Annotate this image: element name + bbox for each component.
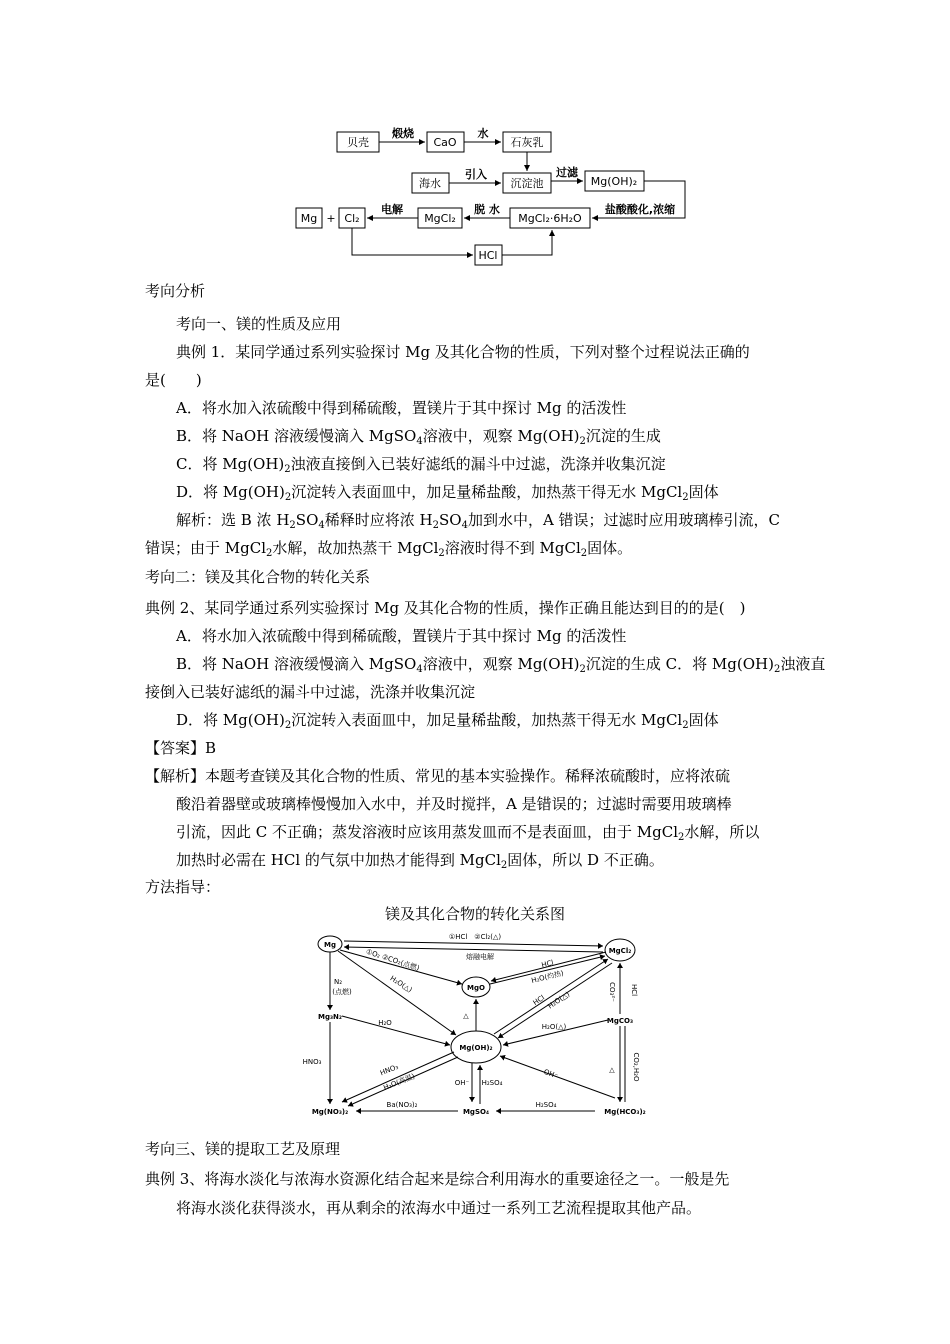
rlabel-co2-h2o: CO₂,H₂O <box>632 1052 640 1082</box>
rlabel-h2o-high-temp: H₂O(高温) <box>382 1072 417 1093</box>
topic-2-heading: 考向二：镁及其化合物的转化关系 <box>145 568 371 586</box>
node-settling-tank: 沉淀池 <box>510 177 544 190</box>
rlabel-hno3: HNO₃ <box>302 1058 322 1066</box>
method-guide-heading: 方法指导： <box>145 878 221 896</box>
node-mgcl2-hydrate: MgCl₂·6H₂O <box>518 212 582 225</box>
label-filter: 过滤 <box>556 166 578 179</box>
rlabel-ignite: (点燃) <box>332 988 352 996</box>
node-hcl: HCl <box>478 249 498 262</box>
label-introduce: 引入 <box>465 168 487 181</box>
rnode-mgco3: MgCO₃ <box>606 1017 634 1025</box>
example-1-option-d: D．将 $Mg(OH)_2$沉淀转入表面皿中，加足量稀盐酸，加热蒸干得无水 MgCl$_2$固体 <box>176 483 719 503</box>
example-1-option-b: B．将 NaOH 溶液缓慢滴入 MgSO$_4$溶液中，观察 $Mg(OH)_2$沉淀的生成 <box>176 427 661 447</box>
example-1-option-c: C．将 $Mg(OH)_2$浊液直接倒入已装好滤纸的漏斗中过滤，洗涤并收集沉淀 <box>176 455 666 475</box>
rlabel-delta-b: △ <box>609 1066 615 1074</box>
example-1-stem-line1: 典例 1．某同学通过系列实验探讨 Mg 及其化合物的性质，下列对整个过程说法正确的 <box>176 343 750 361</box>
example-2-analysis-line3: 引流，因此 C 不正确；蒸发溶液时应该用蒸发皿而不是表面皿，由于 MgCl$_2$水解，所以 <box>176 823 760 843</box>
node-cao: CaO <box>433 136 457 149</box>
rlabel-hcl-b: HCl <box>531 993 547 1008</box>
example-2-option-a: A．将水加入浓硫酸中得到稀硫酸，置镁片于其中探讨 Mg 的活泼性 <box>176 627 627 645</box>
example-3-line1: 典例 3、将海水淡化与浓海水资源化结合起来是综合利用海水的重要途径之一。一般是先 <box>145 1170 730 1188</box>
example-2-option-d: D．将 $Mg(OH)_2$沉淀转入表面皿中，加足量稀盐酸，加热蒸干得无水 MgCl$_2$固体 <box>176 711 719 731</box>
rlabel-o2-co2: ①O₂ ②CO₂(点燃) <box>364 947 421 973</box>
example-2-stem: 典例 2、某同学通过系列实验探讨 Mg 及其化合物的性质，操作正确且能达到目的的是( ) <box>145 599 746 617</box>
rlabel-delta: △ <box>463 1012 469 1020</box>
example-3-line2: 将海水淡化获得淡水，再从剩余的浓海水中通过一系列工艺流程提取其他产品。 <box>176 1199 702 1217</box>
rlabel-oh-b: OH⁻ <box>542 1067 559 1081</box>
rlabel-hcl-vertical: HCl <box>630 983 638 997</box>
rlabel-h2o: H₂O <box>378 1019 392 1027</box>
rlabel-oh: OH⁻ <box>454 1079 470 1087</box>
topic-1-heading: 考向一、镁的性质及应用 <box>176 315 342 333</box>
section-heading-analysis: 考向分析 <box>145 282 206 300</box>
example-1-solution-line1: 解析：选 B 浓 $H_2SO_4$稀释时应将浓 $H_2SO_4$加到水中，A 错误；过滤时应用玻璃棒引流，C <box>176 511 781 531</box>
rlabel-n2: N₂ <box>333 978 343 986</box>
node-mgcl2: MgCl₂ <box>424 212 456 225</box>
example-2-analysis-line1: 【解析】本题考查镁及其化合物的性质、常见的基本实验操作。稀释浓硫酸时，应将浓硫 <box>145 767 731 785</box>
node-shell: 贝壳 <box>347 136 369 149</box>
rnode-mgo: MgO <box>467 984 485 992</box>
example-2-option-b-continued: 接倒入已装好滤纸的漏斗中过滤，洗涤并收集沉淀 <box>145 683 476 701</box>
rlabel-co3: CO₃²⁻ <box>608 982 616 1002</box>
rnode-mg3n2: Mg₃N₂ <box>318 1013 342 1021</box>
node-cl2: Cl₂ <box>344 212 360 225</box>
node-mg: Mg <box>300 212 318 225</box>
rnode-mg: Mg <box>324 941 336 949</box>
node-mgoh2: Mg(OH)₂ <box>590 175 638 188</box>
rnode-mgoh2: Mg(OH)₂ <box>459 1044 493 1052</box>
label-dehydrate: 脱 水 <box>474 203 500 216</box>
magnesium-extraction-flow-diagram <box>290 120 700 270</box>
label-acidify-concentrate: 盐酸酸化,浓缩 <box>604 203 676 216</box>
rlabel-hno3-b: HNO₃ <box>379 1062 400 1078</box>
rlabel-h2o-hot: H₂O(灼热) <box>530 969 565 985</box>
relation-diagram-title: 镁及其化合物的转化关系图 <box>384 905 565 923</box>
example-1-solution-line2: 错误；由于 MgCl$_2$水解，故加热蒸干 MgCl$_2$溶液时得不到 MgCl$_2$固体。 <box>145 539 633 559</box>
magnesium-compound-relation-diagram <box>290 932 662 1124</box>
rlabel-h2o-heat: H₂O(△) <box>388 974 414 995</box>
label-water: 水 <box>477 127 489 140</box>
example-2-analysis-line4: 加热时必需在 HCl 的气氛中加热才能得到 MgCl$_2$固体，所以 D 不正确。 <box>176 851 664 871</box>
plus-sign: + <box>326 212 336 225</box>
rnode-mghco3: Mg(HCO₃)₂ <box>604 1108 646 1116</box>
example-2-answer: 【答案】B <box>145 739 217 757</box>
rlabel-h2o-heat3: H₂O(△) <box>546 990 572 1011</box>
rlabel-h2o-heat4: H₂O(△) <box>541 1023 567 1031</box>
rlabel-h2so4-b: H₂SO₄ <box>535 1101 557 1109</box>
node-seawater: 海水 <box>419 177 441 190</box>
example-1-option-a: A．将水加入浓硫酸中得到稀硫酸，置镁片于其中探讨 Mg 的活泼性 <box>176 399 627 417</box>
rlabel-hcl-cl2: ①HCl ②Cl₂(△) <box>448 933 502 941</box>
label-calcine: 煅烧 <box>392 127 414 140</box>
rnode-mgso4: MgSO₄ <box>462 1108 490 1116</box>
topic-3-heading: 考向三、镁的提取工艺及原理 <box>145 1140 341 1158</box>
rlabel-bano3: Ba(NO₃)₂ <box>386 1101 418 1109</box>
rnode-mgcl2: MgCl₂ <box>608 947 632 955</box>
rlabel-h2so4: H₂SO₄ <box>481 1079 503 1087</box>
rlabel-hcl-a: HCl <box>540 958 555 970</box>
example-2-option-b: B．将 NaOH 溶液缓慢滴入 MgSO$_4$溶液中，观察 $Mg(OH)_2$沉淀的生成 C．将 $Mg(OH)_2$浊液直 <box>176 655 826 675</box>
rlabel-melt-electrolysis: 熔融电解 <box>466 953 494 961</box>
node-lime-milk: 石灰乳 <box>510 136 544 149</box>
label-electrolysis: 电解 <box>381 203 403 216</box>
rnode-mgno3: Mg(NO₃)₂ <box>311 1108 349 1116</box>
example-1-stem-line2: 是( ) <box>145 371 202 389</box>
example-2-analysis-line2: 酸沿着器壁或玻璃棒慢慢加入水中，并及时搅拌，A 是错误的；过滤时需要用玻璃棒 <box>176 795 732 813</box>
